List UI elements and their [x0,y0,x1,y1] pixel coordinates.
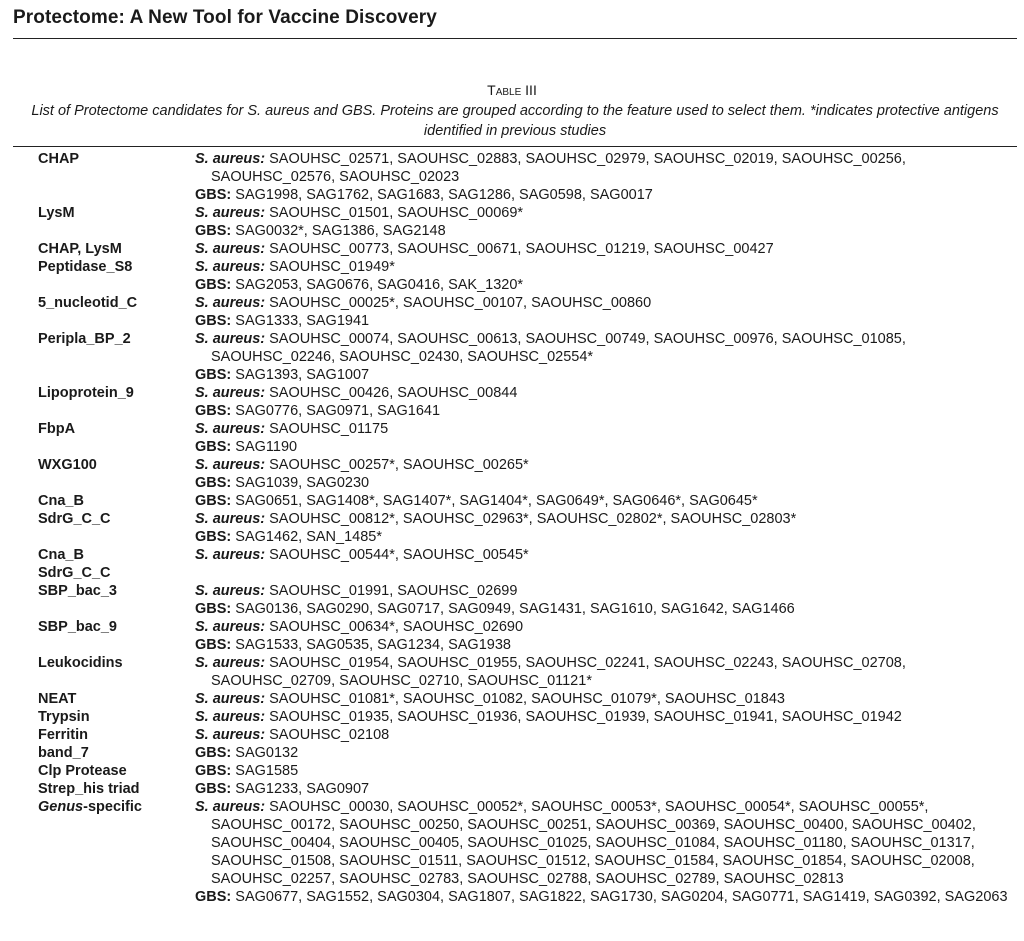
domain-cell [0,546,195,582]
protein-ids: SAG1039, SAG0230 [235,475,370,491]
domain-label: CHAP [38,151,80,167]
organism-label: GBS: [195,277,232,293]
domain-label: band_7 [38,745,89,761]
domain-cell [0,744,195,762]
organism-entry [195,384,1016,402]
organism-label: GBS: [195,889,232,905]
domain-cell [0,618,195,654]
organism-entry [195,492,1016,510]
protein-ids: SAOUHSC_01949* [269,259,395,275]
table-label: Table III [487,82,537,98]
protein-ids: SAG1533, SAG0535, SAG1234, SAG1938 [235,637,511,653]
entries-cell [195,798,1024,906]
organism-label: S. aureus: [195,691,266,707]
organism-entry [195,222,1016,240]
organism-label: S. aureus: [195,709,266,725]
domain-label: WXG100 [38,457,97,473]
organism-entry [195,366,1016,384]
organism-entry [195,798,1016,888]
domain-label: Trypsin [38,709,90,725]
organism-label: GBS: [195,763,232,779]
domain-cell [0,294,195,330]
entries-cell [195,294,1024,330]
table-body [0,150,1024,906]
entries-cell [195,780,1024,798]
protein-ids: SAOUHSC_01954, SAOUHSC_01955, SAOUHSC_02241, SAOUHSC_02243, SAOUHSC_02708, SAOUHSC_02709, SAOUHSC_02710, SAOUHSC_01121* [211,655,906,689]
entries-cell [195,726,1024,744]
organism-label: GBS: [195,367,232,383]
table-row [0,690,1024,708]
domain-cell [0,150,195,204]
organism-entry [195,204,1016,222]
table-row [0,726,1024,744]
protein-ids: SAOUHSC_01081*, SAOUHSC_01082, SAOUHSC_01079*, SAOUHSC_01843 [269,691,785,707]
protein-ids: SAOUHSC_00544*, SAOUHSC_00545* [269,547,529,563]
domain-cell [0,780,195,798]
entries-cell [195,762,1024,780]
protein-ids: SAOUHSC_02571, SAOUHSC_02883, SAOUHSC_02979, SAOUHSC_02019, SAOUHSC_00256, SAOUHSC_02576, SAOUHSC_02023 [211,151,906,185]
protein-ids: SAOUHSC_00812*, SAOUHSC_02963*, SAOUHSC_02802*, SAOUHSC_02803* [269,511,797,527]
table-top-rule [13,146,1017,147]
domain-cell [0,690,195,708]
organism-label: GBS: [195,313,232,329]
entries-cell [195,618,1024,654]
table-row [0,654,1024,690]
organism-label: S. aureus: [195,583,266,599]
protein-ids: SAG0651, SAG1408*, SAG1407*, SAG1404*, SAG0649*, SAG0646*, SAG0645* [235,493,758,509]
domain-label: Cna_B [38,493,84,509]
table-row [0,294,1024,330]
domain-label: CHAP, LysM [38,241,122,257]
organism-entry [195,420,1016,438]
organism-label: S. aureus: [195,241,266,257]
protein-ids: SAOUHSC_00025*, SAOUHSC_00107, SAOUHSC_00860 [269,295,652,311]
domain-label: FbpA [38,421,76,437]
organism-entry [195,744,1016,762]
protein-ids: SAOUHSC_01175 [269,421,389,437]
organism-label: S. aureus: [195,547,266,563]
organism-entry [195,258,1016,276]
organism-entry [195,456,1016,474]
protein-ids: SAOUHSC_00074, SAOUHSC_00613, SAOUHSC_00749, SAOUHSC_00976, SAOUHSC_01085, SAOUHSC_02246, SAOUHSC_02430, SAOUHSC_02554* [211,331,906,365]
organism-label: GBS: [195,439,232,455]
domain-label: SdrG_C_C [38,511,111,527]
organism-entry [195,528,1016,546]
organism-label: GBS: [195,601,232,617]
organism-label: S. aureus: [195,655,266,671]
table-row [0,762,1024,780]
domain-label: Lipoprotein_9 [38,385,134,401]
domain-cell [0,726,195,744]
entries-cell [195,582,1024,618]
entries-cell [195,654,1024,690]
entries-cell [195,690,1024,708]
domain-cell [0,492,195,510]
table-caption: List of Protectome candidates for S. aureus and GBS. Proteins are grouped according to the feature used to select them. *indicates protective antigens identified in previous studies [31,103,999,139]
domain-cell [0,510,195,546]
organism-label: GBS: [195,403,232,419]
organism-label: S. aureus: [195,727,266,743]
entries-cell [195,240,1024,258]
organism-entry [195,654,1016,690]
domain-cell [0,762,195,780]
table-row [0,780,1024,798]
entries-cell [195,708,1024,726]
domain-cell [0,384,195,420]
table-row [0,618,1024,654]
protein-ids: SAG1998, SAG1762, SAG1683, SAG1286, SAG0598, SAG0017 [235,187,653,203]
table-row [0,510,1024,546]
organism-entry [195,186,1016,204]
protein-ids: SAG2053, SAG0676, SAG0416, SAK_1320* [235,277,524,293]
domain-cell [0,258,195,294]
organism-entry [195,150,1016,186]
organism-label: GBS: [195,475,232,491]
table-row [0,240,1024,258]
domain-label: Clp Protease [38,763,127,779]
organism-label: S. aureus: [195,457,266,473]
organism-entry [195,402,1016,420]
protein-ids: SAG1462, SAN_1485* [235,529,382,545]
running-head: Protectome: A New Tool for Vaccine Discovery [13,7,437,28]
domain-label: SdrG_C_C [38,565,111,581]
domain-cell [0,798,195,906]
organism-label: S. aureus: [195,799,266,815]
table-row [0,330,1024,384]
domain-label: SBP_bac_3 [38,583,117,599]
protein-ids: SAG1190 [235,439,298,455]
organism-label: S. aureus: [195,385,266,401]
entries-cell [195,258,1024,294]
entries-cell [195,420,1024,456]
domain-cell [0,456,195,492]
organism-entry [195,474,1016,492]
entries-cell [195,330,1024,384]
protein-ids: SAG1585 [235,763,299,779]
organism-label: GBS: [195,745,232,761]
table-row [0,708,1024,726]
organism-entry [195,636,1016,654]
entries-cell [195,384,1024,420]
table-row [0,258,1024,294]
domain-label: Peptidase_S8 [38,259,133,275]
organism-entry [195,726,1016,744]
domain-label: LysM [38,205,75,221]
table-row [0,420,1024,456]
protein-ids: SAOUHSC_02108 [269,727,390,743]
protein-ids: SAG0776, SAG0971, SAG1641 [235,403,441,419]
organism-label: S. aureus: [195,151,266,167]
organism-entry [195,888,1016,906]
organism-entry [195,582,1016,600]
organism-label: GBS: [195,493,232,509]
protein-ids: SAG0132 [235,745,299,761]
domain-label: Leukocidins [38,655,123,671]
protein-ids: SAG1233, SAG0907 [235,781,370,797]
protein-ids: SAOUHSC_00426, SAOUHSC_00844 [269,385,518,401]
domain-label: NEAT [38,691,77,707]
protein-ids: SAOUHSC_00030, SAOUHSC_00052*, SAOUHSC_00053*, SAOUHSC_00054*, SAOUHSC_00055*, SAOUHSC_00172, SAOUHSC_00250, SAOUHSC_00251, SAOUHSC_00369, SAOUHSC_00400, SAOUHSC_00402, SAOUHSC_00404, SAOUHSC_00405, SAOUHSC_01025, SAOUHSC_01084, SAOUHSC_01180, SAOUHSC_01317, SAOUHSC_01508, SAOUHSC_01511, SAOUHSC_01512, SAOUHSC_01584, SAOUHSC_01854, SAOUHSC_02008, SAOUHSC_02257, SAOUHSC_02783, SAOUHSC_02788, SAOUHSC_02789, SAOUHSC_02813 [211,799,976,887]
protein-ids: SAG0136, SAG0290, SAG0717, SAG0949, SAG1431, SAG1610, SAG1642, SAG1466 [235,601,795,617]
protein-ids: SAOUHSC_01501, SAOUHSC_00069* [269,205,524,221]
protein-ids: SAG0032*, SAG1386, SAG2148 [235,223,446,239]
domain-cell [0,654,195,690]
protein-ids: SAOUHSC_00773, SAOUHSC_00671, SAOUHSC_01219, SAOUHSC_00427 [269,241,774,257]
protein-ids: SAOUHSC_01935, SAOUHSC_01936, SAOUHSC_01939, SAOUHSC_01941, SAOUHSC_01942 [269,709,902,725]
domain-cell [0,582,195,618]
table-row [0,582,1024,618]
organism-label: GBS: [195,187,232,203]
organism-label: S. aureus: [195,421,266,437]
domain-cell [0,240,195,258]
domain-label: Cna_B [38,547,84,563]
entries-cell [195,492,1024,510]
domain-label: Peripla_BP_2 [38,331,131,347]
table-row [0,384,1024,420]
domain-cell [0,330,195,384]
organism-label: GBS: [195,637,232,653]
table-row [0,546,1024,582]
organism-entry [195,438,1016,456]
organism-label: GBS: [195,223,232,239]
table-row [0,204,1024,240]
organism-entry [195,600,1016,618]
protein-ids: SAG0677, SAG1552, SAG0304, SAG1807, SAG1822, SAG1730, SAG0204, SAG0771, SAG1419, SAG0392, SAG2063 [235,889,1008,905]
header-rule [13,38,1017,39]
organism-label: S. aureus: [195,205,266,221]
domain-label: SBP_bac_9 [38,619,117,635]
entries-cell [195,150,1024,204]
organism-entry [195,276,1016,294]
table-row [0,150,1024,204]
organism-entry [195,240,1016,258]
protein-ids: SAG1393, SAG1007 [235,367,370,383]
organism-label: GBS: [195,781,232,797]
organism-label: GBS: [195,529,232,545]
protein-ids: SAOUHSC_00257*, SAOUHSC_00265* [269,457,529,473]
organism-label: S. aureus: [195,331,266,347]
organism-entry [195,618,1016,636]
entries-cell [195,546,1024,582]
domain-label: Strep_his triad [38,781,140,797]
entries-cell [195,456,1024,492]
domain-label: Genus-specific [38,799,142,815]
table-row [0,744,1024,762]
organism-entry [195,708,1016,726]
table-row [0,456,1024,492]
organism-entry [195,312,1016,330]
protein-ids: SAG1333, SAG1941 [235,313,370,329]
organism-entry [195,510,1016,528]
domain-cell [0,708,195,726]
domain-cell [0,420,195,456]
domain-label: Ferritin [38,727,88,743]
entries-cell [195,510,1024,546]
entries-cell [195,204,1024,240]
organism-label: S. aureus: [195,259,266,275]
organism-entry [195,690,1016,708]
organism-entry [195,330,1016,366]
organism-label: S. aureus: [195,619,266,635]
table-row [0,492,1024,510]
table-row [0,798,1024,906]
protein-ids: SAOUHSC_01991, SAOUHSC_02699 [269,583,518,599]
organism-entry [195,294,1016,312]
organism-label: S. aureus: [195,511,266,527]
domain-label: 5_nucleotid_C [38,295,138,311]
organism-entry [195,546,1016,564]
organism-entry [195,762,1016,780]
domain-cell [0,204,195,240]
entries-cell [195,744,1024,762]
organism-label: S. aureus: [195,295,266,311]
protein-ids: SAOUHSC_00634*, SAOUHSC_02690 [269,619,524,635]
organism-entry [195,780,1016,798]
